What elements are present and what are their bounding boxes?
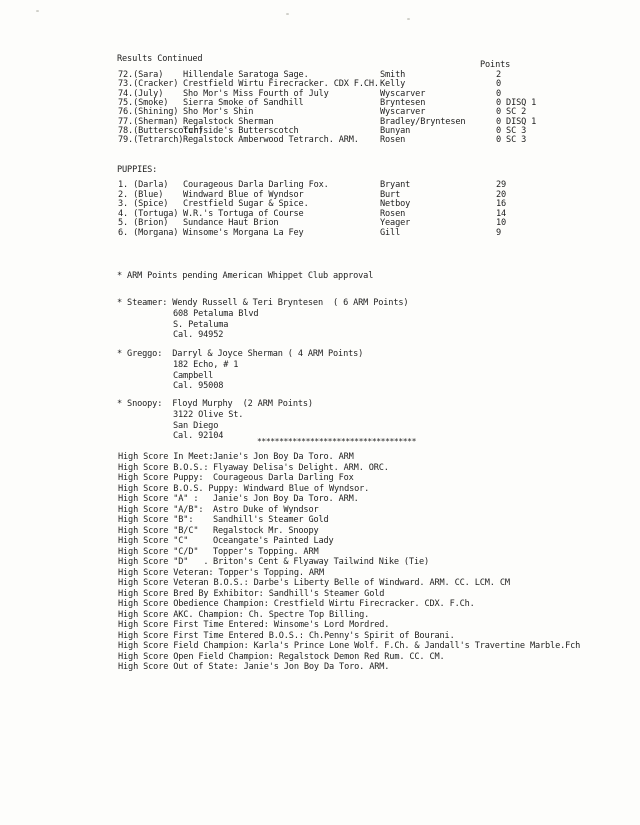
high-score-value: Courageous Darla Darling Fox <box>213 473 354 483</box>
puppy-dog-name: Sundance Haut Brion <box>183 218 279 228</box>
high-score-label: High Score First Time Entered: Winsome's Lord Mordred. <box>118 620 390 630</box>
high-score-label: High Score In Meet: <box>118 452 214 462</box>
owner-address-line: 3122 Olive St. <box>173 410 244 420</box>
result-owner: Bradley/Bryntesen <box>380 116 466 127</box>
high-score-label: High Score "D" . <box>118 557 209 567</box>
high-score-value: Topper's Topping. ARM <box>213 546 319 557</box>
result-dog-callname: 77.(Sherman) <box>118 116 179 127</box>
puppy-points: 20 <box>496 189 507 200</box>
high-score-label: High Score B.O.S. Puppy: Windward Blue of Wyndsor. <box>118 483 370 494</box>
puppy-owner: Burt <box>380 189 401 200</box>
puppy-callname: 5. (Brion) <box>118 218 169 228</box>
separator-line: ************************************ <box>257 437 416 446</box>
puppy-owner: Gill <box>380 227 401 238</box>
puppy-owner: Bryant <box>380 180 411 190</box>
result-points: 0 SC 3 <box>496 125 527 136</box>
high-score-label: High Score First Time Entered B.O.S.: Ch.Penny's Spirit of Bourani. <box>118 630 455 641</box>
puppy-dog-name: Courageous Darla Darling Fox. <box>183 180 329 190</box>
puppies-header: PUPPIES: <box>117 165 158 175</box>
paper-speck <box>286 13 289 15</box>
result-dog-name: Sho Mor's Miss Fourth of July <box>183 88 329 99</box>
result-owner: Rosen <box>380 135 406 146</box>
high-score-value: Briton's Cent & Flyaway Tailwind Nike (Tie) <box>213 557 430 567</box>
result-dog-callname: 72.(Sara) <box>118 70 164 80</box>
owner-lead: * Snoopy: Floyd Murphy (2 ARM Points) <box>117 399 313 409</box>
owner-address-line: Cal. 92104 <box>173 431 224 441</box>
result-dog-callname: 75.(Smoke) <box>118 97 169 108</box>
result-points: 0 DISQ 1 <box>496 116 537 127</box>
owner-address-line: 608 Petaluma Blvd <box>173 309 259 319</box>
high-score-label: High Score Veteran B.O.S.: Darbe's Liberty Belle of Windward. ARM. CC. LCM. CM <box>118 578 510 588</box>
puppy-callname: 2. (Blue) <box>118 189 164 200</box>
puppy-callname: 3. (Spice) <box>118 199 169 209</box>
result-dog-callname: 74.(July) <box>118 88 164 99</box>
puppy-owner: Rosen <box>380 208 406 219</box>
result-points: 0 SC 3 <box>496 135 527 146</box>
high-score-label: High Score Bred By Exhibitor: Sandhill's Steamer Gold <box>118 588 385 599</box>
high-score-label: High Score Field Champion: Karla's Prince Lone Wolf. F.Ch. & Jandall's Travertine Marble.Fch <box>118 641 581 651</box>
high-score-label: High Score Obedience Champion: Crestfield Wirtu Firecracker. CDX. F.Ch. <box>118 599 475 609</box>
result-dog-name: Regalstock Amberwood Tetrarch. ARM. <box>183 135 359 146</box>
high-score-label: High Score B.O.S.: <box>118 462 209 473</box>
puppy-points: 9 <box>496 227 502 238</box>
arm-note: * ARM Points pending American Whippet Club approval <box>117 271 374 281</box>
result-dog-callname: 79.(Tetrarch) <box>118 135 184 146</box>
high-score-label: High Score "A" : <box>118 494 199 504</box>
owner-address-line: Campbell <box>173 370 214 381</box>
puppy-callname: 6. (Morgana) <box>118 227 179 238</box>
puppy-owner: Yeager <box>380 218 411 228</box>
result-dog-name: Turfside's Butterscotch <box>183 125 299 136</box>
result-points: 0 SC 2 <box>496 107 527 118</box>
puppy-points: 16 <box>496 199 507 209</box>
result-dog-name: Sierra Smoke of Sandhill <box>183 97 304 108</box>
owner-lead: * Steamer: Wendy Russell & Teri Bryntesen ( 6 ARM Points) <box>117 298 409 308</box>
paper-speck <box>36 10 39 12</box>
puppy-dog-name: Windward Blue of Wyndsor <box>183 189 304 200</box>
result-points: 0 <box>496 79 502 90</box>
page-title: Results Continued <box>117 54 203 64</box>
high-score-value: Janie's Jon Boy Da Toro. ARM <box>213 452 354 462</box>
high-score-label: High Score Puppy: <box>118 473 204 483</box>
high-score-value: Sandhill's Steamer Gold <box>213 515 329 525</box>
result-dog-name: Crestfield Wirtu Firecracker. CDX F.CH. <box>183 79 379 90</box>
result-points: 0 <box>496 88 502 99</box>
owner-address-line: Cal. 94952 <box>173 330 224 340</box>
high-score-label: High Score Veteran: Topper's Topping. ARM <box>118 567 324 578</box>
result-dog-callname: 78.(Butterscotch) <box>118 125 204 136</box>
high-score-value: Janie's Jon Boy Da Toro. ARM. <box>213 494 359 504</box>
high-score-label: High Score "B/C" <box>118 525 199 536</box>
high-score-value: Oceangate's Painted Lady <box>213 536 334 546</box>
result-dog-name: Hillendale Saratoga Sage. <box>183 70 309 80</box>
result-owner: Smith <box>380 70 406 80</box>
high-score-value: Regalstock Mr. Snoopy <box>213 525 319 536</box>
result-points: 0 DISQ 1 <box>496 97 537 108</box>
result-owner: Wyscarver <box>380 107 426 118</box>
puppy-owner: Netboy <box>380 199 411 209</box>
owner-address-line: Cal. 95008 <box>173 381 224 391</box>
high-score-value: Flyaway Delisa's Delight. ARM. ORC. <box>213 462 389 473</box>
puppy-dog-name: W.R.'s Tortuga of Course <box>183 208 304 219</box>
high-score-label: High Score "C" <box>118 536 189 546</box>
result-owner: Bryntesen <box>380 97 426 108</box>
owner-address-line: 182 Echo, # 1 <box>173 360 239 370</box>
result-dog-callname: 76.(Shining) <box>118 107 179 118</box>
puppy-callname: 1. (Darla) <box>118 180 169 190</box>
puppy-points: 14 <box>496 208 507 219</box>
puppy-dog-name: Crestfield Sugar & Spice. <box>183 199 309 209</box>
result-dog-name: Regalstock Sherman <box>183 116 274 127</box>
puppy-points: 10 <box>496 218 507 228</box>
result-points: 2 <box>496 70 502 80</box>
high-score-label: High Score Out of State: Janie's Jon Boy Da Toro. ARM. <box>118 662 390 672</box>
puppy-dog-name: Winsome's Morgana La Fey <box>183 227 304 238</box>
paper-speck <box>407 18 410 20</box>
high-score-label: High Score Open Field Champion: Regalstock Demon Red Rum. CC. CM. <box>118 651 445 662</box>
result-owner: Wyscarver <box>380 88 426 99</box>
high-score-value: Astro Duke of Wyndsor <box>213 504 319 515</box>
result-dog-name: Sho Mor's Shin <box>183 107 254 118</box>
owner-address-line: San Diego <box>173 420 219 431</box>
result-dog-callname: 73.(Cracker) <box>118 79 179 90</box>
puppy-points: 29 <box>496 180 507 190</box>
puppy-callname: 4. (Tortuga) <box>118 208 179 219</box>
owner-lead: * Greggo: Darryl & Joyce Sherman ( 4 ARM Points) <box>117 349 364 359</box>
result-owner: Bunyan <box>380 125 411 136</box>
points-header: Points <box>480 60 511 70</box>
high-score-label: High Score "C/D" <box>118 546 199 557</box>
high-score-label: High Score AKC. Champion: Ch. Spectre Top Billing. <box>118 609 370 620</box>
high-score-label: High Score "A/B": <box>118 504 204 515</box>
high-score-label: High Score "B": <box>118 515 194 525</box>
owner-address-line: S. Petaluma <box>173 319 229 330</box>
result-owner: Kelly <box>380 79 406 90</box>
